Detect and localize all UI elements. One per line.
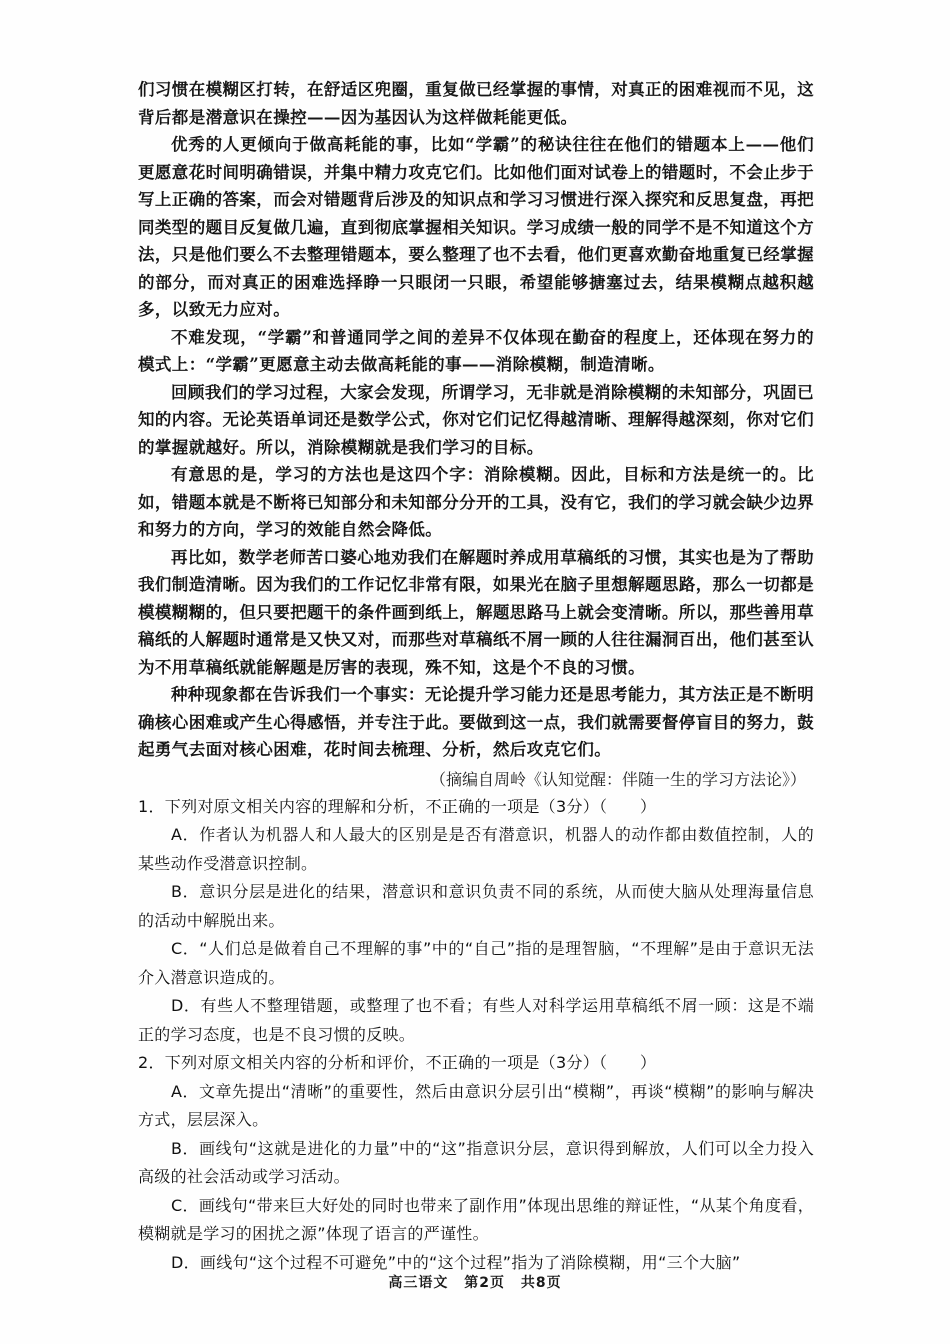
question-1 bbox=[138, 793, 814, 1050]
passage-paragraph: 不难发现，“学霸”和普通同学之间的差异不仅体现在勤奋的程度上，还体现在努力的模式上：“学霸”更愿意主动去做高耗能的事——消除模糊，制造清晰。 bbox=[138, 327, 814, 374]
passage-paragraph: 优秀的人更倾向于做高耗能的事，比如“学霸”的秘诀往往在他们的错题本上——他们更愿意花时间明确错误，并集中精力攻克它们。比如他们面对试卷上的错题时，不会止步于写上正确的答案，而会对错题背后涉及的知识点和学习习惯进行深入探究和反思复盘，再把同类型的题目反复做几遍，直到彻底掌握相关知识。学习成绩一般的同学不是不知道这个方法，只是他们要么不去整理错题本，要么整理了也不去看，他们更喜欢勤奋地重复已经掌握的部分，而对真正的困难选择睁一只眼闭一只眼，希望能够搪塞过去，结果模糊点越积越多，以致无力应对。 bbox=[138, 135, 814, 319]
option-a: A．文章先提出“清晰”的重要性，然后由意识分层引出“模糊”，再谈“模糊”的影响与解决方式，层层深入。 bbox=[138, 1081, 814, 1129]
passage-paragraph: 回顾我们的学习过程，大家会发现，所谓学习，无非就是消除模糊的未知部分，巩固已知的内容。无论英语单词还是数学公式，你对它们记忆得越清晰、理解得越深刻，你对它们的掌握就越好。所以，消除模糊就是我们学习的目标。 bbox=[138, 382, 814, 457]
passage-paragraph: 有意思的是，学习的方法也是这四个字：消除模糊。因此，目标和方法是统一的。比如，错题本就是不断将已知部分和未知部分分开的工具，没有它，我们的学习就会缺少边界和努力的方向，学习的效能自然会降低。 bbox=[138, 465, 814, 539]
question-stem: 1．下列对原文相关内容的理解和分析，不正确的一项是（3分）（ ） bbox=[138, 796, 657, 816]
option-b: B．画线句“这就是进化的力量”中的“这”指意识分层，意识得到解放，人们可以全力投入高级的社会活动或学习活动。 bbox=[138, 1138, 814, 1186]
footer-page-number: 第2页 bbox=[464, 1275, 505, 1291]
option-b: B．意识分层是进化的结果，潜意识和意识负责不同的系统，从而使大脑从处理海量信息的活动中解脱出来。 bbox=[138, 882, 814, 930]
question-stem: 2．下列对原文相关内容的分析和评价，不正确的一项是（3分）（ ） bbox=[138, 1053, 657, 1072]
passage-paragraph: 们习惯在模糊区打转，在舒适区兜圈，重复做已经掌握的事情，对真正的困难视而不见，这背后都是潜意识在操控——因为基因认为这样做耗能更低。 bbox=[138, 80, 814, 127]
option-a: A．作者认为机器人和人最大的区别是是否有潜意识，机器人的动作都由数值控制，人的某些动作受潜意识控制。 bbox=[138, 825, 814, 873]
option-d: D．画线句“这个过程不可避免”中的“这个过程”指为了消除模糊，用“三个大脑” bbox=[171, 1252, 741, 1272]
passage-paragraph: 再比如，数学老师苦口婆心地劝我们在解题时养成用草稿纸的习惯，其实也是为了帮助我们制造清晰。因为我们的工作记忆非常有限，如果光在脑子里想解题思路，那么一切都是模模糊糊的，但只要把题干的条件画到纸上，解题思路马上就会变清晰。所以，那些善用草稿纸的人解题时通常是又快又对，而那些对草稿纸不屑一顾的人往往漏洞百出，他们甚至认为不用草稿纸就能解题是厉害的表现，殊不知，这是个不良的习惯。 bbox=[138, 547, 814, 677]
passage-paragraph: 种种现象都在告诉我们一个事实：无论提升学习能力还是思考能力，其方法正是不断明确核心困难或产生心得感悟，并专注于此。要做到这一点，我们就需要督停盲目的努力，鼓起勇气去面对核心困难，花时间去梳理、分析，然后攻克它们。 bbox=[138, 685, 814, 759]
footer-total-pages: 共8页 bbox=[520, 1275, 562, 1291]
option-d: D．有些人不整理错题，或整理了也不看；有些人对科学运用草稿纸不屑一顾：这是不端正的学习态度，也是不良习惯的反映。 bbox=[138, 996, 814, 1044]
option-c: C．画线句“带来巨大好处的同时也带来了副作用”体现出思维的辩证性，“从某个角度看，模糊就是学习的困扰之源”体现了语言的严谨性。 bbox=[138, 1195, 814, 1243]
question-2 bbox=[138, 1049, 814, 1277]
option-c: C．“人们总是做着自己不理解的事”中的“自己”指的是理智脑，“不理解”是由于意识无法介入潜意识造成的。 bbox=[138, 939, 814, 987]
page-footer bbox=[0, 1272, 950, 1292]
footer-subject: 高三语文 bbox=[388, 1275, 449, 1291]
page-content bbox=[138, 76, 814, 1277]
source-citation: （摘编自周岭《认知觉醒：伴随一生的学习方法论》） bbox=[429, 769, 806, 789]
